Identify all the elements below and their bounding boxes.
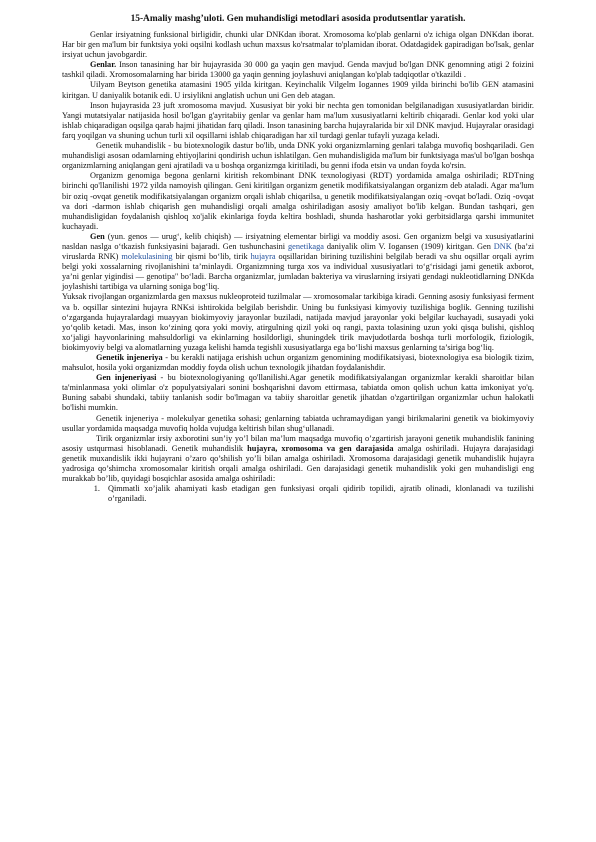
list-item: 1. Qimmatli xo’jalik ahamiyati kasb etadigan gen funksiyasi orqali qidirib topilidi, ajratib olinadi, klonlanadi va tuzilishi o’rganiladi. <box>102 484 534 504</box>
paragraph-gene-function: Yuksak rivojlangan organizmlarda gen maxsus nukleoproteid tuzilmalar — xromosomalar tarkibiga kiradi. Genning asosiy funksiyasi ferment va b. oqsillar sintezini hujayra RNKsi ishtirokida belgilab berishdir. Uning bu funksiyasi kimyoviy tuzilishiga boglik. Genning tuzilishi o‘zgarganda hujayralardagi muayyan biokimyoviy jarayonlar buziladi, natijada mavjud jarayonlar yoki belgilar kuchayadi, susayadi yoki yo‘qolib ketadi. Mas, inson ko‘zining qora yoki moviy, atirgulning qizil yoki oq rangi, paxta tolasining uzun yoki qisqa bulishi, qishloq xo‘jaligi hayvonlarining mahsuldorligi va ekinlarning hosildorligi, shuningdek tirik mavjudotlarda boshqa turli morfologik, fiziologik, biokimyoviy belgi va alomatlarning yuzaga kelishi hamda tegishli xususiyatlarga ega bo‘lishi maxsus genlarning ta’siriga bog‘liq. <box>62 292 534 352</box>
paragraph-text: - bu kerakli natijaga erishish uchun organizm genomining modifikatsiyasi, biotexnologiya esa biologik tizim, mahsulot, hosila yoki organizmdan moddiy foyda olish uchun texnologik jihatdan foydalanishdir. <box>62 353 534 373</box>
paragraph-rdt: Organizm genomiga begona genlarni kiritish rekombinant DNK texnologiyasi (RDT) yordamida amalga oshiriladi; RDTning birinchi qo'llanilishi 1972 yilda namoyish qilingan. Geni kiritilgan organizm genetik modifikatsiyalangan organizm deb ataladi. Agar ma'lum bir oziq -ovqat genetik modifikatsiyalangan organizm orqali ishlab chiqarilsa, u genetik modifikatsiyalangan oziq -ovqat bo'ladi. Oziq -ovqat va dori -darmon ishlab chiqarish gen muhandisligi orqali amalga oshiriladigan asosiy amaliyot bo'lib kelgan. Bundan tashqari, gen muhandisligidan foydalanish qishloq xo'jalik ekinlariga foyda keltira boshladi, shunda hasharotlar yoki gerbitsidlarga qarshi immunitet kuchayadi. <box>62 171 534 231</box>
paragraph-gen-injeneriyasi <box>62 373 534 413</box>
text-segment: oqsillaridan birining tuzilishini belgilab beradi va shu oqsillar orqali ayrim belgi yoki xossalarning rivojlanishini ta’minlaydi. Organizmning turga xos va individual xususiyatlari to‘g‘risidagi jami genetik axborot, ya’ni genlar yigindisi — genotipa" bo‘ladi. Barcha organizmlar, jumladan bakteriya va viruslarning irsiyati gendagi nukleotidlarning DNKda joylashishi tartibiga va ularning soniga bog‘liq. <box>62 252 535 292</box>
paragraph-levels <box>62 434 534 484</box>
text-segment: (yun. genos — urug‘, kelib chiqish) — irsiyatning elementar birligi va moddiy asosi. Gen organizm belgi va xususiyatlarini nasldan naslga o‘tkazish funksiyasini bajaradi. Gen tushunchasini <box>62 231 534 251</box>
paragraph-molecular-genetics: Genetik injeneriya - molekulyar genetika sohasi; genlarning tabiatda uchramaydigan yangi birikmalarini genetik va biokimyoviy usullar yordamida maqsadga muvofiq holda vujudga keltirish bilan shug‘ullanadi. <box>62 413 534 433</box>
term-gen-injeneriyasi: Gen injeneriyasi <box>96 373 157 383</box>
term-gen: Gen <box>90 231 105 241</box>
paragraph-genetic-engineering: Genetik muhandislik - bu biotexnologik dastur bo'lib, unda DNK yoki organizmlarning genlari talabga muvofiq boshqariladi. Gen muhandisligi asosan odamlarning ehtiyojlarini qondirish uchun ishlatilgan. Gen muhandisligida ma'lum bir funktsiyaga mas'ul bo'lgan boshqa organizmlarning aniqlangan geni ajratiladi va u boshqa organizmga kiritiladi, bu genni ifoda etsin va undan foyda ko'rsin. <box>62 141 534 171</box>
paragraph-genlar-text: Inson tanasining har bir hujayrasida 30 000 ga yaqin gen mavjud. Genda mavjud bo'lgan DNK genomning atigi 2 foizini tashkil qiladi. Xromosomalarning har birida 13000 ga yaqin genning joylashuvi aniqlangan ko'plab tadqiqotlar o'tkazildi . <box>62 60 534 80</box>
text-segment: amalga oshiriladi. Hujayra darajasidagi genetik muxandislik ikki hujayrani o’zaro qo’shilish yo’li bilan amalga oshiriladi. Xromosoma darajasidagi genetik muhandislik hujayra yadrosiga qo’shimcha xromosomalar kiritish orqali amalga oshiriladi. Gen darajasidagi genetik muhandislik yoki gen muhandisligi eng murakkab bo’lib, quyidagi bosqichlar asosida amalga oshiriladi: <box>62 443 534 484</box>
paragraph-gen-definition <box>62 232 534 293</box>
link-hujayra[interactable]: hujayra <box>250 252 276 262</box>
paragraph-history: Uilyam Beytson genetika atamasini 1905 yilda kiritgan. Keyinchalik Vilgelm Iogannes 1909 yilda birinchi bo'lib GEN atamasini kiritgan. U daniyalik botanik edi. U irsiylikni anglatish uchun uni Gen deb atagan. <box>62 80 534 100</box>
term-levels: hujayra, xromosoma va gen darajasida <box>247 443 394 453</box>
text-segment: (ba’zi viruslarda RNK) <box>62 241 535 262</box>
text-segment: bir qismi bo‘lib, tirik <box>172 252 251 262</box>
link-dnk[interactable]: DNK <box>493 241 512 251</box>
term-genetik-injeneriya: Genetik injeneriya <box>96 353 163 362</box>
steps-list <box>62 484 534 504</box>
term-genlar: Genlar. <box>90 60 117 70</box>
text-segment: daniyalik olim V. Iogansen (1909) kiritgan. Gen <box>323 241 494 251</box>
page-title: 15-Amaliy mashg’uloti. Gen muhandisligi metodlari asosida produtsentlar yaratish. <box>130 14 466 24</box>
paragraph-genetik-injeneriya <box>62 353 534 373</box>
paragraph-genes-intro: Genlar irsiyatning funksional birligidir, chunki ular DNKdan iborat. Xromosoma ko'plab genlarni o'z ichiga olgan DNKdan iborat. Har bir gen ma'lum bir funktsiya yoki oqsilni kodlash uchun maxsus ko'rsatmalar to'plamidan iborat. Odatdagidek gapiradigan bo'lsak, genlar irsiyat uchun javobgardir. <box>62 30 534 60</box>
link-genetika[interactable]: genetikaga <box>288 241 324 251</box>
paragraph-chromosomes: Inson hujayrasida 23 juft xromosoma mavjud. Xususiyat bir yoki bir nechta gen tomonidan belgilanadigan xususiyatlardan biridir. Yangi mutatsiyalar natijasida hosil bo'lgan g'ayritabiiy genlar va genlar ham ma'lum xususiyatlarni keltirib chiqaradi. Genlar kod yoki ular ishlab chiqaradigan oqsilga qarab hajmi jihatidan farq qiladi. Inson tanasining barcha hujayralarida bir xil DNK mavjud. Hujayralar orasidagi farq yoqilgan va shuning uchun turli xil oqsillarni ishlab chiqaradigan har xil turdagi genlar tufayli yuzaga keladi. <box>62 100 534 140</box>
paragraph-text: - bu biotexnologiyaning qo'llanilishi.Agar genetik modifikatsiyalangan organizmlar kerakli sharoitlar bilan ta'minlanmasa yoki olimlar o'z populyatsiyalari sonini boshqarishni davom ettirmasa, tabiatda omon qolish uchun katta imkoniyat yo'q. Buning sababi shundaki, tabiiy tanlanish sodir bo'lmagan va tabiiy sharoitlar genetik jihatdan o'zgartirilgan organizmlar uchun halokatli bo'lishi mumkin. <box>62 373 534 413</box>
paragraph-genlar <box>62 60 534 80</box>
text-segment: Tirik organizmlar irsiy axborotini sun’iy yo’l bilan ma’lum maqsadga muvofiq o’zgartirish jarayoni genetik muhandislik fanining asosiy ustqurmasi hisoblanadi. Genetik muhandislik <box>62 433 534 453</box>
link-molekula[interactable]: molekulasining <box>121 252 173 262</box>
